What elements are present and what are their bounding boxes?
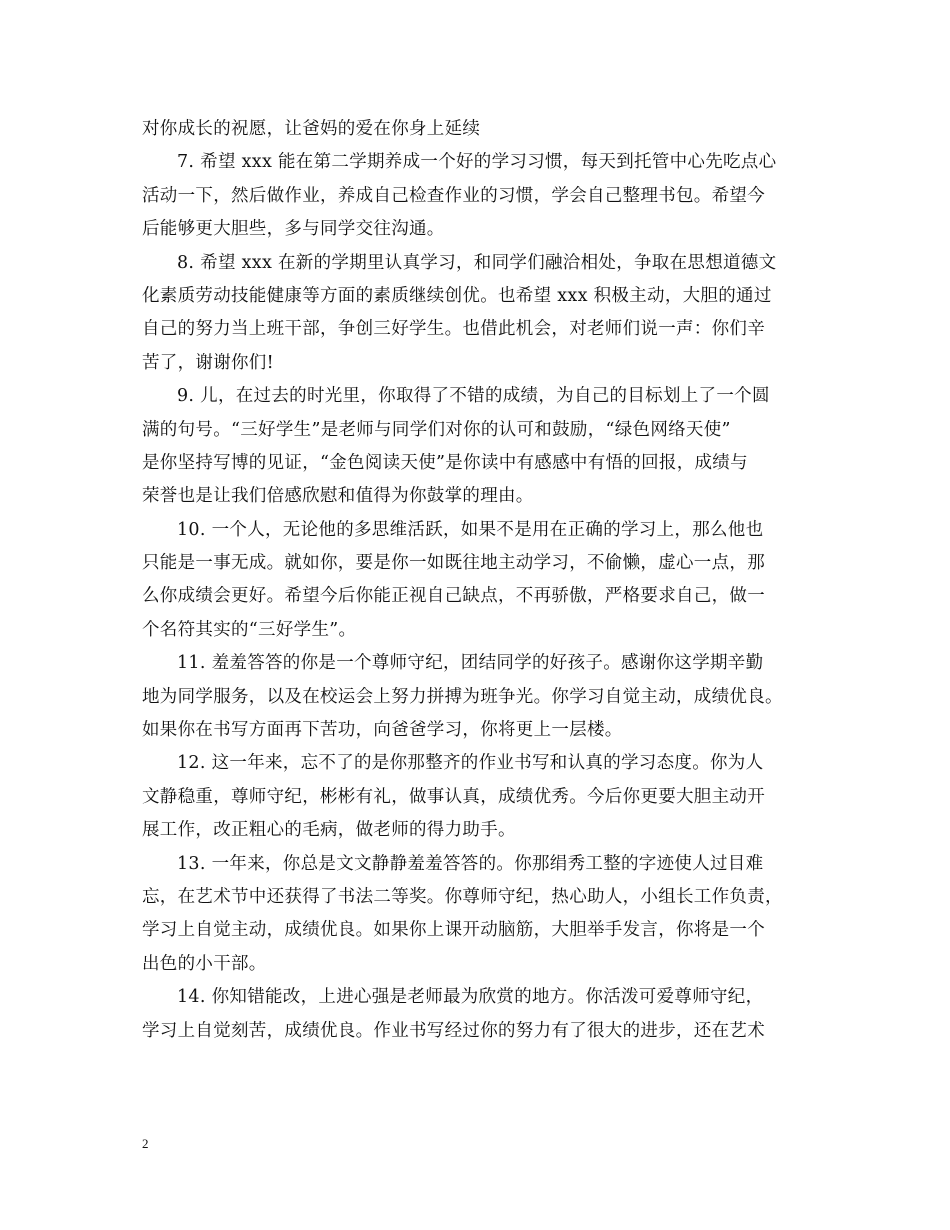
text-line: 满的句号。“三好学生”是老师与同学们对你的认可和鼓励，“绿色网络天使” bbox=[142, 419, 731, 440]
text-line: 文静稳重，尊师守纪，彬彬有礼，做事认真，成绩优秀。今后你更要大胆主动开 bbox=[142, 786, 765, 807]
text-line: 只能是一事无成。就如你，要是你一如既往地主动学习，不偷懒，虚心一点，那 bbox=[142, 553, 765, 574]
page-number: 2 bbox=[142, 1136, 149, 1151]
text-line: 化素质劳动技能健康等方面的素质继续创优。也希望 xxx 积极主动，大胆的通过 bbox=[142, 285, 772, 306]
text-line: 自己的努力当上班干部，争创三好学生。也借此机会，对老师们说一声：你们辛 bbox=[142, 319, 765, 340]
text-line: 忘，在艺术节中还获得了书法二等奖。你尊师守纪，热心助人，小组长工作负责， bbox=[142, 886, 783, 907]
text-line: 8. 希望 xxx 在新的学期里认真学习，和同学们融洽相处，争取在思想道德文 bbox=[177, 252, 777, 273]
text-line: 14. 你知错能改，上进心强是老师最为欣赏的地方。你活泼可爱尊师守纪， bbox=[177, 987, 764, 1008]
text-line: 11. 羞羞答答的你是一个尊师守纪，团结同学的好孩子。感谢你这学期辛勤 bbox=[177, 653, 764, 674]
text-line: 展工作，改正粗心的毛病，做老师的得力助手。 bbox=[142, 820, 516, 841]
text-line: 如果你在书写方面再下苦功，向爸爸学习，你将更上一层楼。 bbox=[142, 720, 623, 741]
text-line: 么你成绩会更好。希望今后你能正视自己缺点，不再骄傲，严格要求自己，做一 bbox=[142, 586, 765, 607]
text-line: 苦了，谢谢你们! bbox=[142, 352, 274, 373]
text-line: 12. 这一年来，忘不了的是你那整齐的作业书写和认真的学习态度。你为人 bbox=[177, 753, 764, 774]
text-line: 荣誉也是让我们倍感欣慰和值得为你鼓掌的理由。 bbox=[142, 486, 534, 507]
text-line: 10. 一个人，无论他的多思维活跃，如果不是用在正确的学习上，那么他也 bbox=[177, 519, 764, 540]
text-line: 后能够更大胆些，多与同学交往沟通。 bbox=[142, 219, 445, 240]
text-line: 活动一下，然后做作业，养成自己检查作业的习惯，学会自己整理书包。希望今 bbox=[142, 185, 765, 206]
text-line: 13. 一年来，你总是文文静静羞羞答答的。你那绢秀工整的字迹使人过目难 bbox=[177, 853, 764, 874]
document-body bbox=[142, 113, 822, 1048]
text-line: 是你坚持写博的见证，“金色阅读天使”是你读中有感感中有悟的回报，成绩与 bbox=[142, 452, 748, 473]
text-line: 出色的小干部。 bbox=[142, 953, 267, 974]
text-line: 7. 希望 xxx 能在第二学期养成一个好的学习习惯，每天到托管中心先吃点心 bbox=[177, 152, 777, 173]
text-line: 学习上自觉刻苦，成绩优良。作业书写经过你的努力有了很大的进步，还在艺术 bbox=[142, 1020, 765, 1041]
text-line: 学习上自觉主动，成绩优良。如果你上课开动脑筋，大胆举手发言，你将是一个 bbox=[142, 920, 765, 941]
text-line: 9. 儿，在过去的时光里，你取得了不错的成绩，为自己的目标划上了一个圆 bbox=[177, 386, 770, 407]
text-line: 对你成长的祝愿，让爸妈的爱在你身上延续 bbox=[142, 119, 481, 139]
text-line: 地为同学服务，以及在校运会上努力拼搏为班争光。你学习自觉主动，成绩优良。 bbox=[142, 686, 783, 707]
text-line: 个名符其实的“三好学生”。 bbox=[142, 619, 357, 640]
